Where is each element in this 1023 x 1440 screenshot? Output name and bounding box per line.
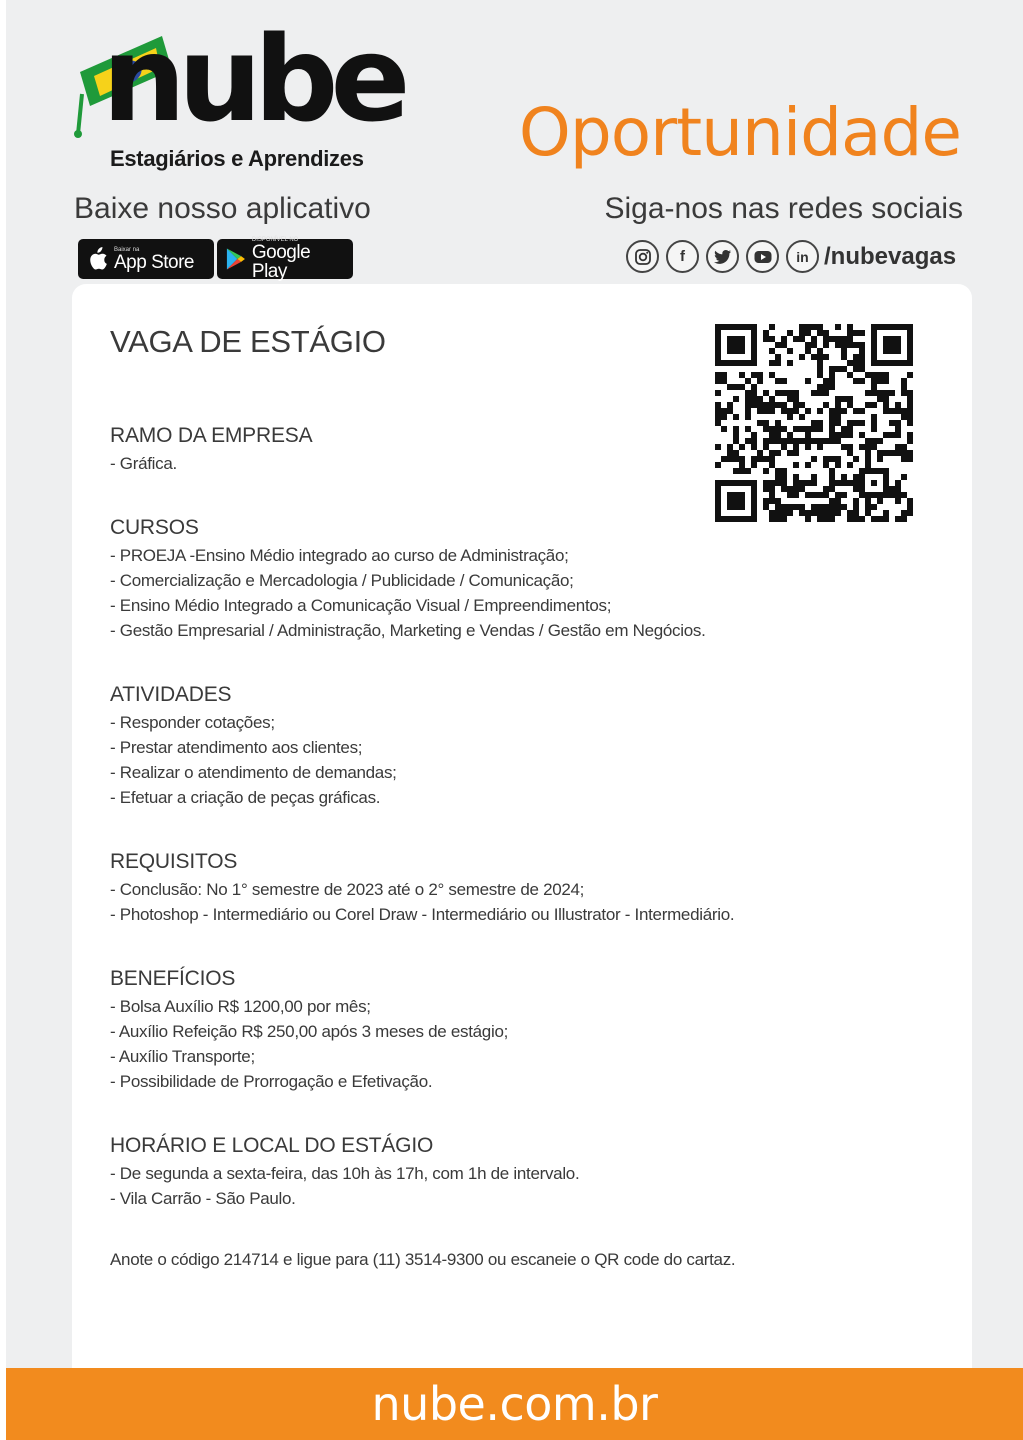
section-line: - Auxílio Refeição R$ 250,00 após 3 meses de estágio;	[110, 1022, 509, 1041]
footer-url[interactable]: nube.com.br	[371, 1377, 658, 1431]
social-handle[interactable]: /nubevagas	[824, 242, 957, 270]
youtube-icon[interactable]	[746, 240, 779, 273]
app-store-small-text: Baixar na	[114, 246, 140, 253]
section-title: ATIVIDADES	[110, 683, 232, 706]
section-line: - Comercialização e Mercadologia / Publicidade / Comunicação;	[110, 571, 574, 590]
social-links	[626, 240, 956, 273]
section-cursos	[110, 516, 910, 643]
instagram-icon[interactable]	[626, 240, 659, 273]
facebook-icon[interactable]: f	[666, 240, 699, 273]
section-line: - Ensino Médio Integrado a Comunicação Visual / Empreendimentos;	[110, 596, 612, 615]
section-line: - De segunda a sexta-feira, das 10h às 17h, com 1h de intervalo.	[110, 1164, 580, 1183]
section-line: - Gráfica.	[110, 454, 177, 473]
qr-code[interactable]	[715, 324, 913, 522]
section-line: - Conclusão: No 1° semestre de 2023 até o 2° semestre de 2024;	[110, 880, 585, 899]
section-title: REQUISITOS	[110, 850, 238, 873]
google-play-text: Google Play	[251, 242, 311, 282]
apple-icon	[86, 247, 108, 271]
section-line: - Efetuar a criação de peças gráficas.	[110, 788, 381, 807]
section-line: - Auxílio Transporte;	[110, 1047, 255, 1066]
app-store-button[interactable]	[78, 239, 214, 279]
section-line: - Gestão Empresarial / Administração, Marketing e Vendas / Gestão em Negócios.	[110, 621, 706, 640]
section-line: - Photoshop - Intermediário ou Corel Draw - Intermediário ou Illustrator - Intermediário.	[110, 905, 735, 924]
google-play-icon	[225, 247, 246, 271]
logo-tagline: Estagiários e Aprendizes	[110, 146, 364, 171]
nube-logo[interactable]	[72, 10, 403, 174]
section-requisitos	[110, 850, 910, 927]
section-title: HORÁRIO E LOCAL DO ESTÁGIO	[110, 1134, 434, 1157]
contact-note: Anote o código 214714 e ligue para (11) 3514-9300 ou escaneie o QR code do cartaz.	[110, 1250, 736, 1269]
app-download-label: Baixe nosso aplicativo	[74, 192, 371, 225]
section-line: - Bolsa Auxílio R$ 1200,00 por mês;	[110, 997, 371, 1016]
section-line: - Vila Carrão - São Paulo.	[110, 1189, 296, 1208]
section-line: - Prestar atendimento aos clientes;	[110, 738, 363, 757]
section-title: RAMO DA EMPRESA	[110, 424, 313, 447]
section-ramo	[110, 424, 910, 476]
section-line: - PROEJA -Ensino Médio integrado ao curso de Administração;	[110, 546, 569, 565]
app-store-text: App Store	[114, 251, 194, 273]
section-title: CURSOS	[110, 516, 199, 539]
linkedin-icon[interactable]: in	[786, 240, 819, 273]
section-line: - Responder cotações;	[110, 713, 275, 732]
social-label: Siga-nos nas redes sociais	[604, 192, 963, 225]
section-line: - Possibilidade de Prorrogação e Efetivação.	[110, 1072, 433, 1091]
footer-bar	[6, 1368, 1023, 1440]
section-atividades	[110, 683, 910, 810]
twitter-icon[interactable]	[706, 240, 739, 273]
logo-wordmark: nube	[102, 10, 403, 148]
section-beneficios	[110, 967, 910, 1094]
section-line: - Realizar o atendimento de demandas;	[110, 763, 397, 782]
google-play-button[interactable]	[217, 237, 353, 282]
poster	[6, 0, 1023, 1440]
google-play-small-text: DISPONÍVEL NO	[251, 237, 299, 243]
section-horario	[110, 1134, 910, 1211]
job-card	[72, 284, 972, 1384]
headline: Oportunidade	[518, 94, 961, 171]
section-title: BENEFÍCIOS	[110, 967, 236, 990]
job-title: VAGA DE ESTÁGIO	[110, 324, 386, 359]
